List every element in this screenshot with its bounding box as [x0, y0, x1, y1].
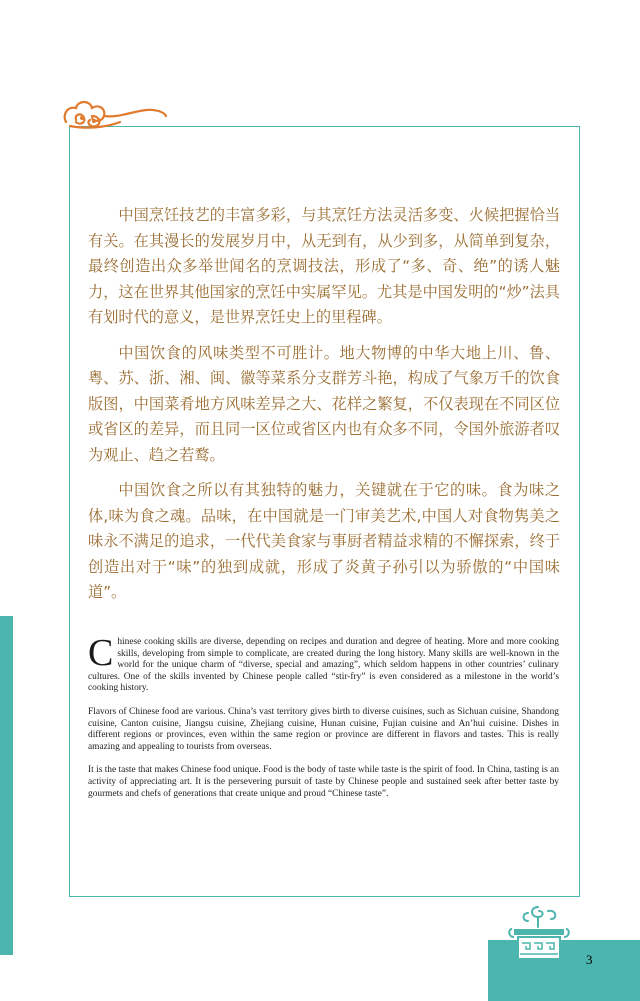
chinese-paragraph-2: 中国饮食的风味类型不可胜计。地大物博的中华大地上川、鲁、粤、苏、浙、湘、闽、徽等菜系分支群芳斗艳，构成了气象万千的饮食版图，中国菜肴地方风味差异之大、花样之繁复，不仅表现在不同区位或省区的差异，而且同一区位或省区内也有众多不同，令国外旅游者叹为观止、趋之若鹜。 [88, 343, 560, 464]
english-paragraph-1 [88, 632, 559, 695]
drop-cap: C [88, 632, 114, 674]
chinese-paragraph-1: 中国烹饪技艺的丰富多彩，与其烹饪方法灵活多变、火候把握恰当有关。在其漫长的发展岁月中，从无到有，从少到多，从简单到复杂，最终创造出众多举世闻名的烹调技法，形成了“多、奇、绝”的诱人魅力，这在世界其他国家的烹饪中实属罕见。尤其是中国发明的“炒”法具有划时代的意义，是世界烹饪史上的里程碑。 [88, 206, 560, 326]
bronze-vessel-icon [508, 903, 570, 979]
english-paragraph-3: It is the taste that makes Chinese food unique. Food is the body of taste while taste is the spirit of food. In China, tasting is an activity of appreciating art. It is the persevering pursuit of taste by Chinese people and sustained seek after better taste by gourmets and chefs of generations that create unique and proud “Chinese taste”. [88, 765, 559, 799]
english-text-block [88, 632, 559, 812]
page-number: 3 [586, 952, 593, 967]
chinese-paragraph-3: 中国饮食之所以有其独特的魅力，关键就在于它的味。食为味之体,味为食之魂。品味，在中国就是一门审美艺术,中国人对食物隽美之味永不满足的追求，一代代美食家与事厨者精益求精的不懈探索，终于创造出对于“味”的独到成就，形成了炎黄子孙引以为骄傲的“中国味道”。 [88, 481, 560, 601]
chinese-text-block [88, 203, 560, 616]
english-paragraph-1-text: hinese cooking skills are diverse, depending on recipes and duration and degree of heating. More and more cooking skills, developing from simple to complicate, are created during the long history. Many skills are well-known in the world for the unique charm of “diverse, special and amazing”, which seldom happens in other countries’ culinary cultures. One of the skills invented by Chinese people called “stir-fry” is even considered as a milestone in the world’s cooking history. [88, 637, 559, 694]
cloud-ornament-icon [60, 96, 170, 132]
left-accent-bar [0, 616, 13, 955]
english-paragraph-2: Flavors of Chinese food are various. China’s vast territory gives birth to diverse cuisines, such as Sichuan cuisine, Shandong cuisine, Canton cuisine, Jiangsu cuisine, Zhejiang cuisine, Hunan cuisine, Fujian cuisine and An’hui cuisine. Dishes in different regions or provinces, even within the same region or province are different in flavors and tastes. This is really amazing and appealing to tourists from overseas. [88, 706, 559, 752]
